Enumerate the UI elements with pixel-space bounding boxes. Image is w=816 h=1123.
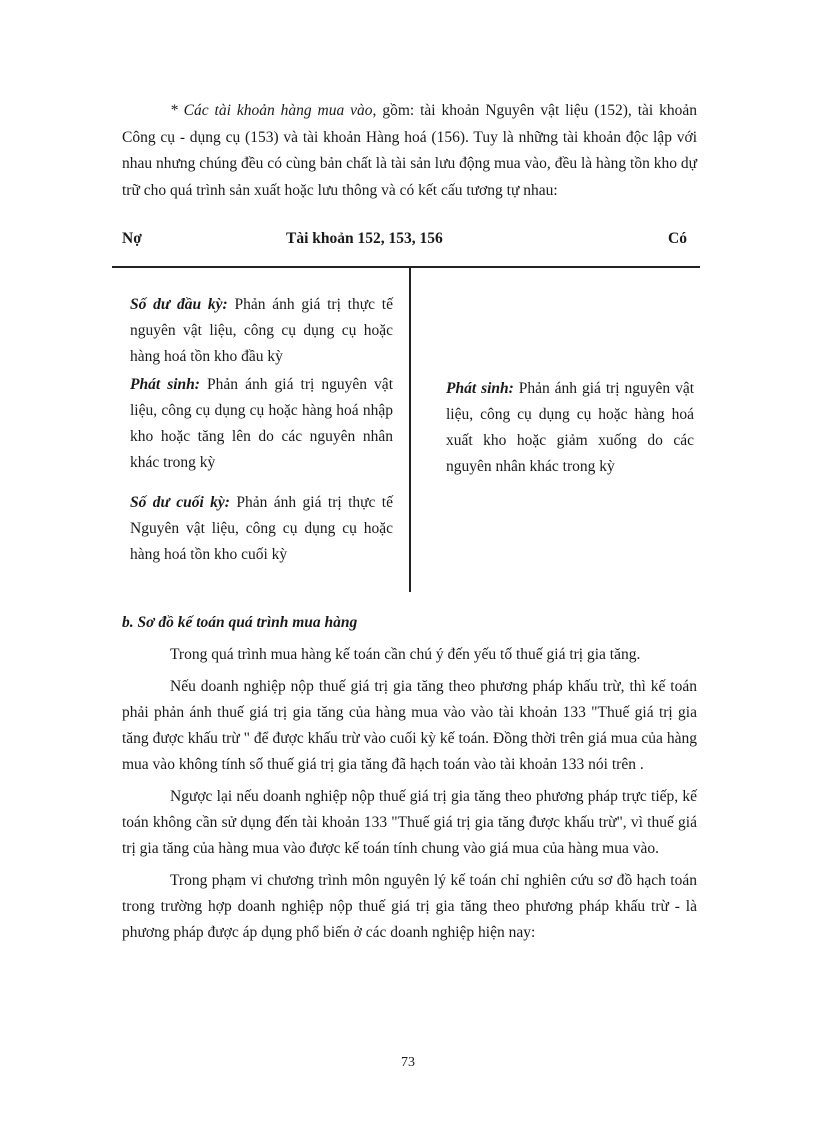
credit-decrease [446,376,694,480]
paragraph-3: Ngược lại nếu doanh nghiệp nộp thuế giá trị gia tăng theo phương pháp trực tiếp, kế toán không cần sử dụng đến tài khoản 133 "Thuế giá trị gia tăng được khấu trừ", vì thuế giá trị gia tăng của hàng mua vào được kế toán tính chung vào giá mua của hàng mua vào. [122,788,697,857]
decrease-label: Phát sinh: [446,380,514,397]
closing-label: Số dư cuối kỳ: [130,494,230,511]
debit-opening-balance [130,292,393,370]
debit-label: Nợ [122,230,142,247]
intro-rest: , gồm: tài khoản Nguyên vật liệu (152), tài khoản Công cụ - dụng cụ (153) và tài khoản Hàng hoá (156). Tuy là những tài khoản độc lập với nhau nhưng chúng đều có cùng bản chất là tài sản lưu động mua vào, đều là hàng tồn kho dự trữ cho quá trình sản xuất hoặc lưu thông và có kết cấu tương tự nhau: [122,102,697,199]
decrease-text: Phản ánh giá trị nguyên vật liệu, công cụ dụng cụ hoặc hàng hoá xuất kho hoặc giảm xuống do các nguyên nhân khác trong kỳ [446,380,694,475]
increase-text: Phản ánh giá trị nguyên vật liệu, công cụ dụng cụ hoặc hàng hoá nhập kho hoặc tăng lên do các nguyên nhân khác trong kỳ [130,376,393,471]
intro-paragraph [122,98,697,204]
t-account-horizontal-line [112,266,700,268]
closing-text: Phản ánh giá trị thực tế Nguyên vật liệu, công cụ dụng cụ hoặc hàng hoá tồn kho cuối kỳ [130,494,393,563]
paragraph-4: Trong phạm vi chương trình môn nguyên lý kế toán chỉ nghiên cứu sơ đồ hạch toán trong trường hợp doanh nghiệp nộp thuế giá trị gia tăng theo phương pháp khấu trừ - là phương pháp được áp dụng phổ biến ở các doanh nghiệp hiện nay: [122,872,697,941]
opening-text: Phản ánh giá trị thực tế nguyên vật liệu, công cụ dụng cụ hoặc hàng hoá tồn kho đầu kỳ [130,296,393,365]
debit-increase [130,372,393,476]
t-account-header [122,226,697,256]
opening-label: Số dư đầu kỳ: [130,296,228,313]
debit-closing-balance [130,490,393,568]
paragraph-1: Trong quá trình mua hàng kế toán cần chú ý đến yếu tố thuế giá trị gia tăng. [170,646,641,663]
paragraph-2: Nếu doanh nghiệp nộp thuế giá trị gia tăng theo phương pháp khấu trừ, thì kế toán phải phản ánh thuế giá trị gia tăng của hàng mua vào vào tài khoản 133 "Thuế giá trị gia tăng được khấu trừ " để được khấu trừ vào cuối kỳ kế toán. Đồng thời trên giá mua của hàng mua vào không tính số thuế giá trị gia tăng đã hạch toán vào tài khoản 133 nói trên . [122,678,697,773]
increase-label: Phát sinh: [130,376,200,393]
t-account-vertical-line [409,268,411,592]
section-heading: b. Sơ đồ kế toán quá trình mua hàng [122,614,358,631]
section-body [122,642,697,946]
page-number: 73 [401,1055,415,1070]
intro-lead: * Các tài khoản hàng mua vào [170,102,373,119]
t-account-title: Tài khoản 152, 153, 156 [286,230,443,247]
credit-label: Có [668,230,687,247]
